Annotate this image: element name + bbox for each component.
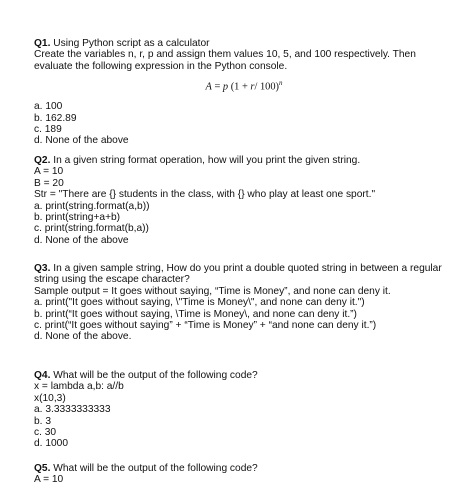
formula-p: p: [222, 81, 229, 93]
question-4: [34, 370, 454, 450]
q5-line-1: A = 10: [34, 474, 64, 486]
q2-option-b: b. print(string+a+b): [34, 212, 121, 224]
q1-heading: [34, 38, 454, 49]
question-2: [34, 155, 454, 246]
q1-option-c: c. 189: [34, 123, 62, 135]
q4-option-a: a. 3.3333333333: [34, 404, 111, 416]
q1-formula: [34, 78, 454, 93]
q2-line-3: Str = "There are {} students in the class, with {} who play at least one sport.": [34, 189, 376, 201]
q4-line-1: x = lambda a,b: a//b: [34, 381, 124, 393]
q1-title: Using Python script as a calculator: [50, 38, 210, 49]
formula-r: r: [250, 81, 255, 93]
q4-line-2: x(10,3): [34, 392, 66, 404]
question-1: [34, 38, 454, 147]
formula-eq: =: [211, 81, 223, 93]
q3-option-a: a. print("It goes without saying, \"Time is Money\", and none can deny it."): [34, 297, 365, 309]
q5-label: Q5.: [34, 463, 51, 474]
q5-title: What will be the output of the following code?: [50, 463, 258, 474]
q4-option-d: d. 1000: [34, 438, 68, 450]
q2-option-c: c. print(string.format(b,a)): [34, 223, 149, 235]
q1-option-d: d. None of the above: [34, 135, 129, 147]
q3-option-b: b. print(“It goes without saying, \Time is Money\, and none can deny it.”): [34, 308, 357, 320]
formula-exp: n: [279, 79, 283, 88]
q4-option-c: c. 30: [34, 427, 57, 439]
q4-title: What will be the output of the following code?: [50, 370, 258, 381]
q2-line-2: B = 20: [34, 177, 64, 189]
q1-body: Create the variables n, r, p and assign them values 10, 5, and 100 respectively. Then evaluate the following expression in the Python console.: [34, 49, 416, 72]
q3-option-c: c. print(“It goes without saying” + “Time is Money” + “and none can deny it.”): [34, 320, 377, 332]
question-5: [34, 463, 454, 486]
q4-label: Q4.: [34, 370, 51, 381]
formula-a: A: [205, 81, 212, 93]
formula-open: (1 +: [228, 81, 251, 93]
q4-option-b: b. 3: [34, 415, 51, 427]
q2-label: Q2.: [34, 155, 51, 166]
q1-label: Q1.: [34, 38, 51, 49]
q2-title: In a given string format operation, how will you print the given string.: [50, 155, 361, 166]
q5-heading: [34, 463, 454, 474]
q3-title: In a given sample string, How do you print a double quoted string in between a regular: [50, 263, 442, 274]
q1-option-b: b. 162.89: [34, 112, 77, 124]
q3-option-d: d. None of the above.: [34, 331, 132, 343]
q3-label: Q3.: [34, 263, 51, 274]
q4-heading: [34, 370, 454, 381]
q1-option-a: a. 100: [34, 101, 63, 113]
q2-heading: [34, 155, 454, 166]
q3-title-cont: string using the escape character?: [34, 274, 190, 286]
question-3: [34, 263, 454, 343]
formula-slash: / 100): [254, 81, 279, 93]
q2-line-1: A = 10: [34, 166, 64, 178]
q3-heading: [34, 263, 454, 274]
q3-sample: Sample output = It goes without saying, “Time is Money”, and none can deny it.: [34, 285, 391, 297]
q2-option-a: a. print(string.format(a,b)): [34, 200, 150, 212]
q2-option-d: d. None of the above: [34, 234, 129, 246]
